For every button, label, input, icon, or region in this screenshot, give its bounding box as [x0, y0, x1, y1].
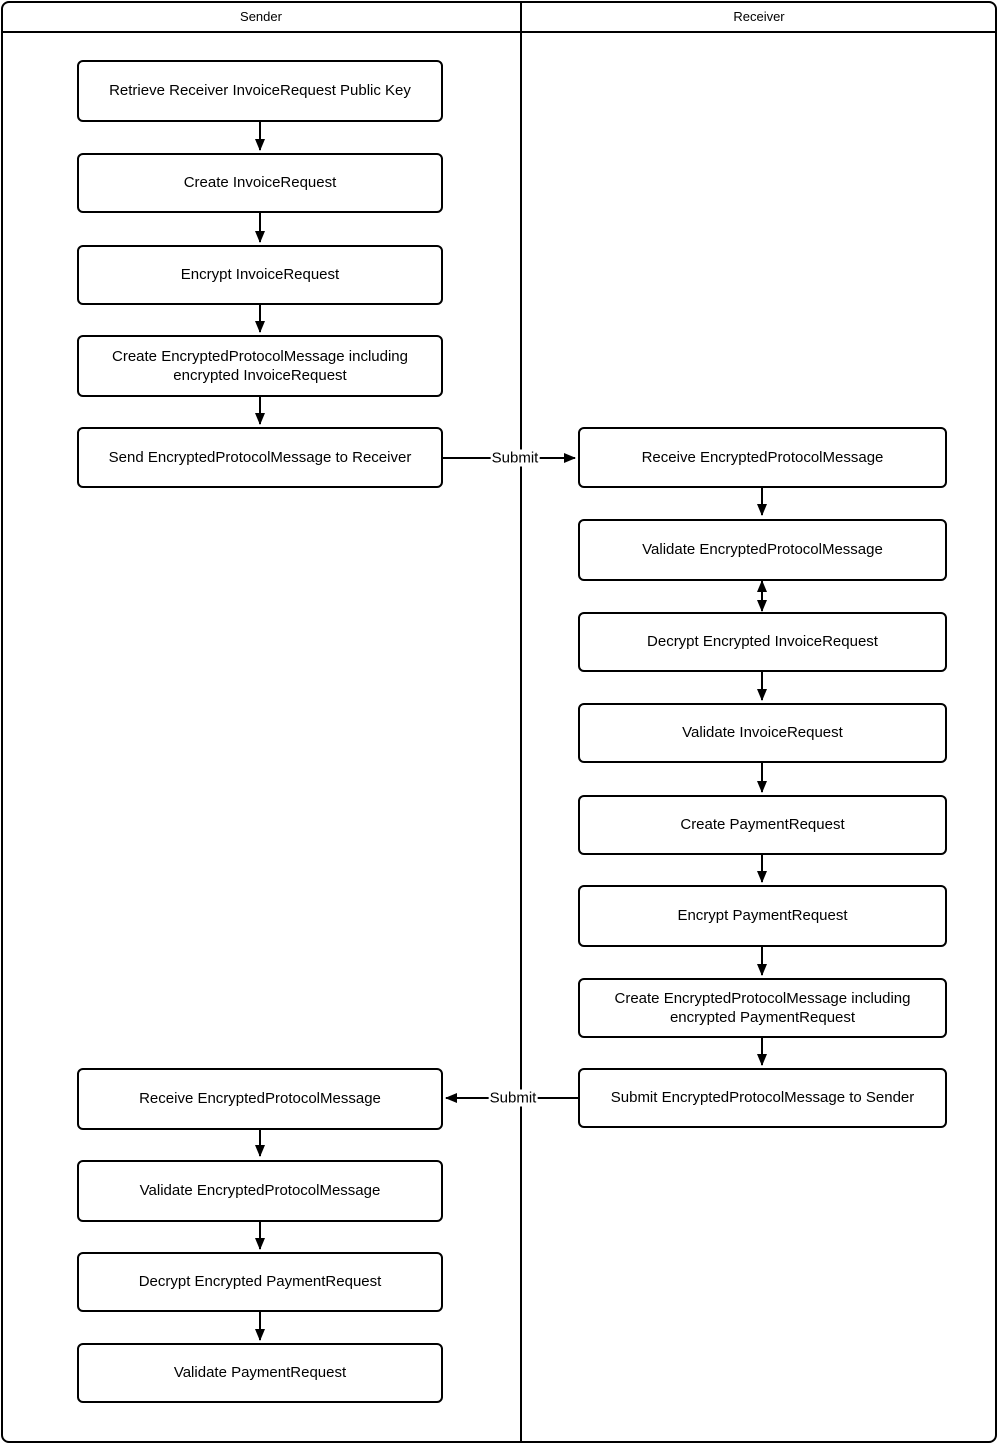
- node-encrypt-paymentrequest: Encrypt PaymentRequest: [578, 885, 947, 947]
- lane-header-sender: Sender: [240, 9, 282, 24]
- node-receiver-receive-encryptedprotocolmessage: Receive EncryptedProtocolMessage: [578, 427, 947, 488]
- node-validate-paymentrequest: Validate PaymentRequest: [77, 1343, 443, 1403]
- node-retrieve-invoicerequest-public-key: Retrieve Receiver InvoiceRequest Public Key: [77, 60, 443, 122]
- node-receiver-validate-encryptedprotocolmessage: Validate EncryptedProtocolMessage: [578, 519, 947, 581]
- node-encrypt-invoicerequest: Encrypt InvoiceRequest: [77, 245, 443, 305]
- node-sender-validate-encryptedprotocolmessage: Validate EncryptedProtocolMessage: [77, 1160, 443, 1222]
- lane-header-receiver: Receiver: [733, 9, 785, 24]
- node-decrypt-encrypted-paymentrequest: Decrypt Encrypted PaymentRequest: [77, 1252, 443, 1312]
- node-create-encryptedprotocolmessage-invoicerequest: Create EncryptedProtocolMessage including encrypted InvoiceRequest: [77, 335, 443, 397]
- node-create-encryptedprotocolmessage-paymentrequest: Create EncryptedProtocolMessage including encrypted PaymentRequest: [578, 978, 947, 1038]
- node-decrypt-encrypted-invoicerequest: Decrypt Encrypted InvoiceRequest: [578, 612, 947, 672]
- node-validate-invoicerequest: Validate InvoiceRequest: [578, 703, 947, 763]
- submit-label-to-receiver: Submit: [491, 449, 539, 467]
- node-create-invoicerequest: Create InvoiceRequest: [77, 153, 443, 213]
- submit-label-to-sender: Submit: [489, 1089, 537, 1107]
- node-send-encryptedprotocolmessage-to-receiver: Send EncryptedProtocolMessage to Receiver: [77, 427, 443, 488]
- node-submit-encryptedprotocolmessage-to-sender: Submit EncryptedProtocolMessage to Sender: [578, 1068, 947, 1128]
- node-sender-receive-encryptedprotocolmessage: Receive EncryptedProtocolMessage: [77, 1068, 443, 1130]
- node-create-paymentrequest: Create PaymentRequest: [578, 795, 947, 855]
